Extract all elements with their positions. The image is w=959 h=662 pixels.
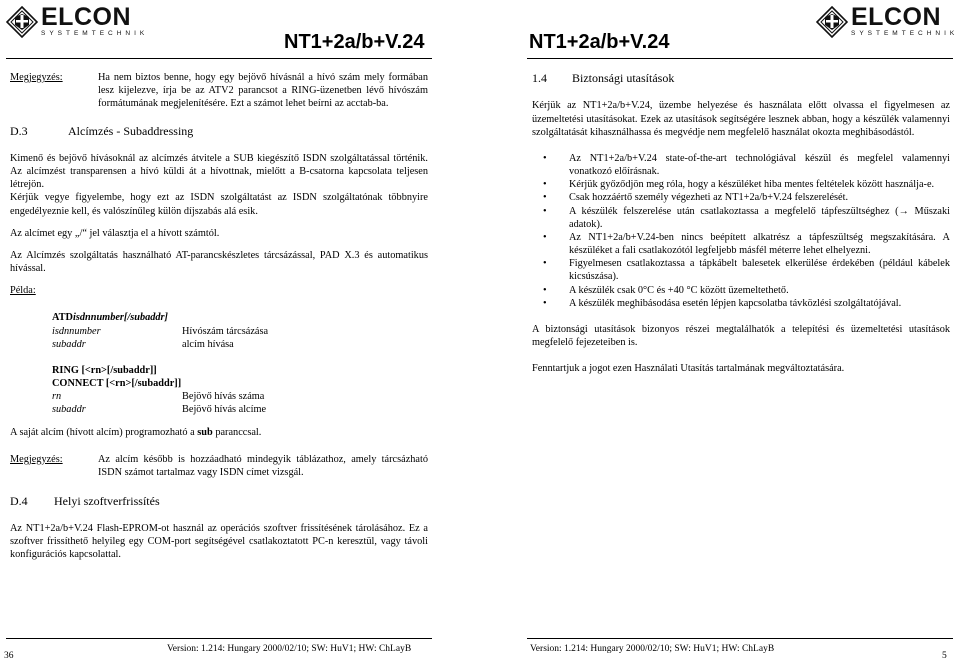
- model-name-right: NT1+2a/b+V.24: [529, 31, 670, 53]
- bullet-icon: •: [543, 205, 547, 217]
- brand-subtitle: SYSTEMTECHNIK: [851, 30, 959, 37]
- model-name-left: NT1+2a/b+V.24: [284, 31, 425, 53]
- section-title: Helyi szoftverfrissítés: [54, 494, 160, 509]
- footer-rule-left: [6, 638, 432, 639]
- bullet-icon: •: [543, 179, 547, 191]
- list-item: [532, 297, 950, 310]
- right-page: [532, 71, 950, 375]
- list-item-text: Figyelmesen csatlakoztassa a tápkábelt balesetek elkerülése érdekében (például kábelek kicsúszása).: [569, 258, 950, 283]
- left-page: [10, 71, 428, 561]
- param-name: isdnnumber: [52, 325, 101, 337]
- example-label: Példa:: [10, 285, 36, 297]
- list-item-text: Az NT1+2a/b+V.24-ben nincs beépített alkatrész a tápfeszültség megszakítására. A készüléket a fali csatlakozótól legfeljebb másfél méterre lehet elhelyezni.: [569, 231, 950, 257]
- brand-subtitle: SYSTEMTECHNIK: [41, 30, 149, 37]
- elcon-emblem-icon: [6, 6, 38, 38]
- list-item-text: A készülék csak 0°C és +40 °C között üzemeltethető.: [569, 284, 789, 296]
- version-footer-right: Version: 1.214: Hungary 2000/02/10; SW: HuV1; HW: ChLayB: [530, 644, 775, 654]
- elcon-logo-right: [816, 5, 958, 38]
- ring-response: RING [<rn>[/subaddr]]: [52, 364, 157, 376]
- list-item: [532, 152, 950, 178]
- footer-rule-right: [527, 638, 953, 639]
- section-title: Alcímzés - Subaddressing: [68, 123, 194, 138]
- list-item-text: Az NT1+2a/b+V.24 state-of-the-art technológiával készül és megfelel valamennyi vonatkozó előírásnak.: [569, 152, 950, 178]
- paragraph-own-subaddress: [10, 426, 428, 439]
- list-item-text: A készülék meghibásodása esetén lépjen kapcsolatba távközlési szolgáltatójával.: [569, 297, 902, 309]
- param-row: [52, 403, 428, 416]
- text-run: paranccsal.: [212, 426, 262, 438]
- atd-argument: isdnnumber[/subaddr]: [72, 312, 168, 324]
- param-row: [52, 325, 428, 338]
- header-rule-left: [6, 58, 432, 59]
- note-label: Megjegyzés:: [10, 453, 63, 465]
- paragraph-safety-reference: A biztonsági utasítások bizonyos részei megtalálhatók a telepítési és üzemeltetési utasítások megfelelő fejezeteiben is.: [532, 323, 950, 349]
- example-block: [52, 311, 428, 416]
- param-row: [52, 338, 428, 351]
- list-item: [532, 191, 950, 204]
- param-desc: Hívószám tárcsázása: [182, 325, 269, 337]
- bullet-icon: •: [543, 192, 547, 204]
- elcon-logo-left: [6, 5, 148, 38]
- bullet-icon: •: [543, 284, 547, 296]
- param-row: [52, 390, 428, 403]
- param-desc: Bejövő hívás száma: [182, 391, 265, 403]
- brand-name: ELCON: [41, 3, 131, 31]
- param-name: rn: [52, 391, 62, 403]
- bullet-icon: •: [543, 152, 547, 164]
- list-item: [532, 284, 950, 297]
- paragraph-separator: Az alcímet egy „/“ jel választja el a hívott számtól.: [10, 227, 220, 239]
- section-heading-1-4: [532, 71, 950, 86]
- list-item: [532, 178, 950, 191]
- atd-command: [52, 311, 428, 324]
- section-number: D.3: [10, 123, 28, 138]
- section-number: D.4: [10, 494, 28, 509]
- note-display-format: [10, 71, 428, 111]
- paragraph-service-note: Kérjük vegye figyelembe, hogy ezt az ISDN szolgáltatást az ISDN szolgáltatónak többnyire engedélyeznie kell, és valószínűleg külön díjszabás alá esik.: [10, 192, 428, 217]
- section-number: 1.4: [532, 71, 547, 85]
- brand-name: ELCON: [851, 3, 941, 31]
- section-title: Biztonsági utasítások: [572, 71, 675, 85]
- note-text: Ha nem biztos benne, hogy egy bejövő hívásnál a hívó szám mely formában lesz kijelezve, írja be az ATV2 parancsot a RING-üzenetben lévő hívószám formátumának megjelenítésére. Ezt a számot lehet beírni az acctab-ba.: [98, 72, 428, 110]
- connect-response: CONNECT [<rn>[/subaddr]]: [52, 378, 182, 390]
- paragraph-usage: Az Alcímzés szolgáltatás használható AT-parancskészletes tárcsázással, PAD X.3 és automatikus hívással.: [10, 249, 428, 275]
- bullet-icon: •: [543, 231, 547, 243]
- text-run: A saját alcím (hívott alcím) programozható a: [10, 426, 198, 438]
- param-name: subaddr: [52, 404, 86, 416]
- param-desc: Bejövő hívás alcíme: [182, 404, 267, 416]
- note-label: Megjegyzés:: [10, 72, 63, 83]
- note-text: Az alcím később is hozzáadható mindegyik táblázathoz, amely tárcsázható ISDN számot tartalmaz vagy ISDN címet vizsgál.: [98, 453, 428, 478]
- section-heading-d3: [10, 124, 428, 139]
- safety-list: [532, 152, 950, 310]
- list-item-text: Csak hozzáértő személy végezheti az NT1+2a/b+V.24 felszerelését.: [569, 192, 849, 204]
- page-number-right: 5: [942, 651, 947, 661]
- param-desc: alcím hívása: [182, 338, 234, 350]
- param-name: subaddr: [52, 338, 86, 350]
- atd-prefix: ATD: [52, 312, 73, 324]
- list-item: [532, 231, 950, 257]
- paragraph-safety-intro: Kérjük az NT1+2a/b+V.24, üzembe helyezése és használata előtt olvassa el figyelmesen az üzemeltetési utasításokat. Ezek az utasítások segítségére lesznek abban, hogy a készülék valamennyi szolgáltatását kihasználhassa és megvédje nem megfelelő használat okozta meghibásodástól.: [532, 100, 950, 138]
- bullet-icon: •: [543, 297, 547, 309]
- list-item: [532, 205, 950, 231]
- paragraph-rights-reserved: Fenntartjuk a jogot ezen Használati Utasítás tartalmának megváltoztatására.: [532, 363, 845, 375]
- list-item-text: A készülék felszerelése után csatlakoztassa a megfelelő tápfeszültséghez (→ Műszaki adatok).: [569, 205, 950, 230]
- version-footer-left: Version: 1.214: Hungary 2000/02/10; SW: HuV1; HW: ChLayB: [167, 644, 412, 654]
- page-number-left: 36: [4, 651, 14, 661]
- section-heading-d4: [10, 494, 428, 509]
- list-item-text: Kérjük győződjön meg róla, hogy a készüléket hiba mentes feltételek között használja-e.: [569, 179, 935, 191]
- bullet-icon: •: [543, 258, 547, 270]
- sub-command: sub: [197, 426, 213, 438]
- header-rule-right: [527, 58, 953, 59]
- paragraph-software-update: Az NT1+2a/b+V.24 Flash-EPROM-ot használ az operációs szoftver frissítésének tárolásához. Ez a szoftver frissíthető helyileg egy COM-port segítségével csatlakoztatott PC-n keresztül, vagy távoli konfigurációs kapcsolattal.: [10, 522, 428, 560]
- note-subaddress-tables: [10, 453, 428, 479]
- elcon-emblem-icon: [816, 6, 848, 38]
- paragraph-subaddressing-intro: Kimenő és bejövő hívásoknál az alcímzés átvitele a SUB kiegészítő ISDN szolgáltatással történik. Az alcímzést transparensen a hívó küldi át a hívottnak, mielőtt a B-csatorna kapcsolata teljesen létrejön.: [10, 152, 428, 191]
- list-item: [532, 257, 950, 283]
